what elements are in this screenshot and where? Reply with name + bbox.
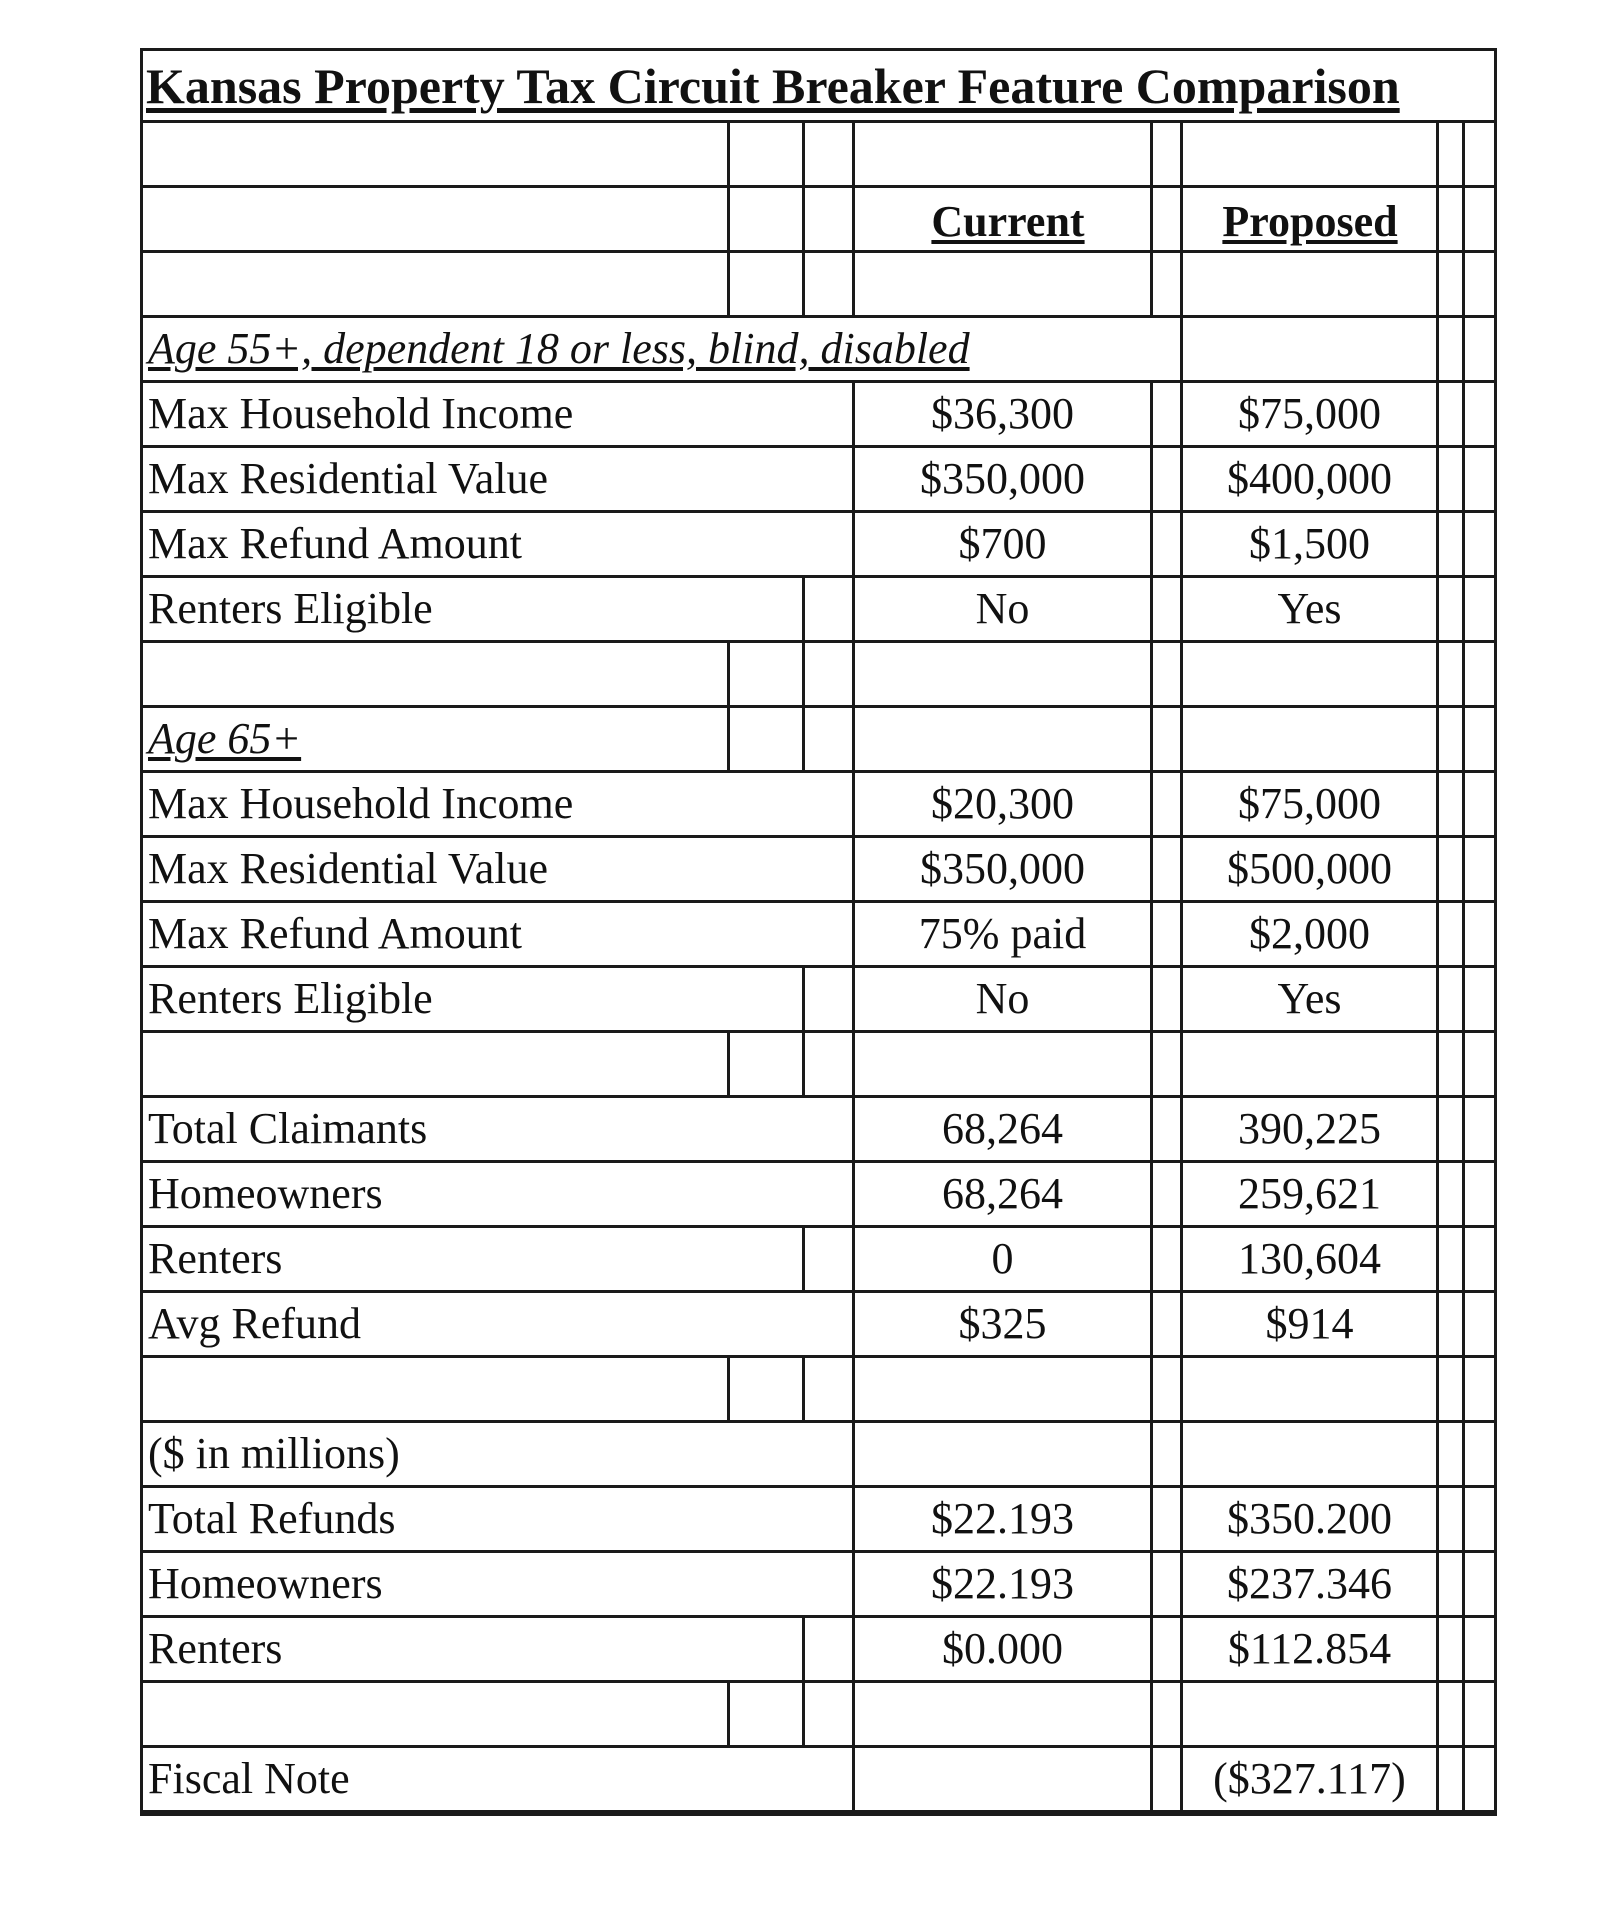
cell-current: $20,300 <box>931 779 1074 828</box>
row-label: Renters Eligible <box>148 974 433 1023</box>
row-label: Renters <box>148 1624 283 1673</box>
cell-current: $325 <box>958 1299 1047 1348</box>
cell-proposed: $2,000 <box>1249 909 1370 958</box>
cell-current: No <box>975 974 1030 1023</box>
cell-current: No <box>975 584 1030 633</box>
cell-proposed: Yes <box>1277 584 1342 633</box>
cell-current: $700 <box>958 519 1047 568</box>
cell-proposed: 130,604 <box>1238 1234 1381 1283</box>
cell-current: $350,000 <box>920 454 1085 503</box>
cell-proposed: $400,000 <box>1227 454 1392 503</box>
row-rule <box>140 1030 1497 1033</box>
row-label: Max Household Income <box>148 389 574 438</box>
cell-current: $22.193 <box>931 1559 1074 1608</box>
row-label: Max Refund Amount <box>148 519 522 568</box>
table-border-bottom <box>140 1813 1497 1816</box>
cell-proposed: $350.200 <box>1227 1494 1392 1543</box>
column-line <box>1462 120 1465 1816</box>
row-label: Total Refunds <box>148 1494 396 1543</box>
row-label: Total Claimants <box>148 1104 428 1153</box>
row-rule <box>140 1680 1497 1683</box>
cell-current: $0.000 <box>942 1624 1063 1673</box>
table-border-top <box>140 48 1497 51</box>
row-rule <box>140 1355 1497 1358</box>
cell-proposed: $1,500 <box>1249 519 1370 568</box>
cell-proposed: 259,621 <box>1238 1169 1381 1218</box>
cell-proposed: $75,000 <box>1238 389 1381 438</box>
row-label: Max Household Income <box>148 779 574 828</box>
cell-current: 75% paid <box>918 909 1087 958</box>
cell-proposed: $500,000 <box>1227 844 1392 893</box>
title-rule <box>140 120 1497 123</box>
row-label: Homeowners <box>148 1169 383 1218</box>
row-label: Renters Eligible <box>148 584 433 633</box>
row-rule <box>140 250 1497 253</box>
row-label: Renters <box>148 1234 283 1283</box>
row-label: Homeowners <box>148 1559 383 1608</box>
cell-proposed: $237.346 <box>1227 1559 1392 1608</box>
row-label: Max Residential Value <box>148 454 548 503</box>
cell-proposed: Yes <box>1277 974 1342 1023</box>
cell-current: $350,000 <box>920 844 1085 893</box>
row-label: Fiscal Note <box>148 1754 350 1803</box>
column-header-proposed: Proposed <box>1222 197 1398 246</box>
table-title: Kansas Property Tax Circuit Breaker Feature Comparison <box>146 58 1400 114</box>
cell-proposed: 390,225 <box>1238 1104 1381 1153</box>
row-rule <box>140 1810 1497 1813</box>
cell-proposed: $75,000 <box>1238 779 1381 828</box>
cell-proposed: $112.854 <box>1227 1624 1392 1673</box>
cell-current: $36,300 <box>931 389 1074 438</box>
row-label: ($ in millions) <box>148 1429 400 1478</box>
section-heading: Age 65+ <box>148 714 302 763</box>
cell-current: 0 <box>991 1234 1014 1283</box>
row-label: Avg Refund <box>148 1299 362 1348</box>
column-line <box>1436 120 1439 1816</box>
cell-proposed: $914 <box>1265 1299 1354 1348</box>
row-label: Max Residential Value <box>148 844 548 893</box>
cell-current: 68,264 <box>942 1104 1063 1153</box>
row-rule <box>140 640 1497 643</box>
section-heading: Age 55+, dependent 18 or less, blind, disabled <box>148 324 970 373</box>
cell-current: $22.193 <box>931 1494 1074 1543</box>
column-header-current: Current <box>931 197 1085 246</box>
row-rule <box>140 185 1497 188</box>
cell-proposed: ($327.117) <box>1213 1754 1406 1803</box>
row-label: Max Refund Amount <box>148 909 522 958</box>
cell-current: 68,264 <box>942 1169 1063 1218</box>
